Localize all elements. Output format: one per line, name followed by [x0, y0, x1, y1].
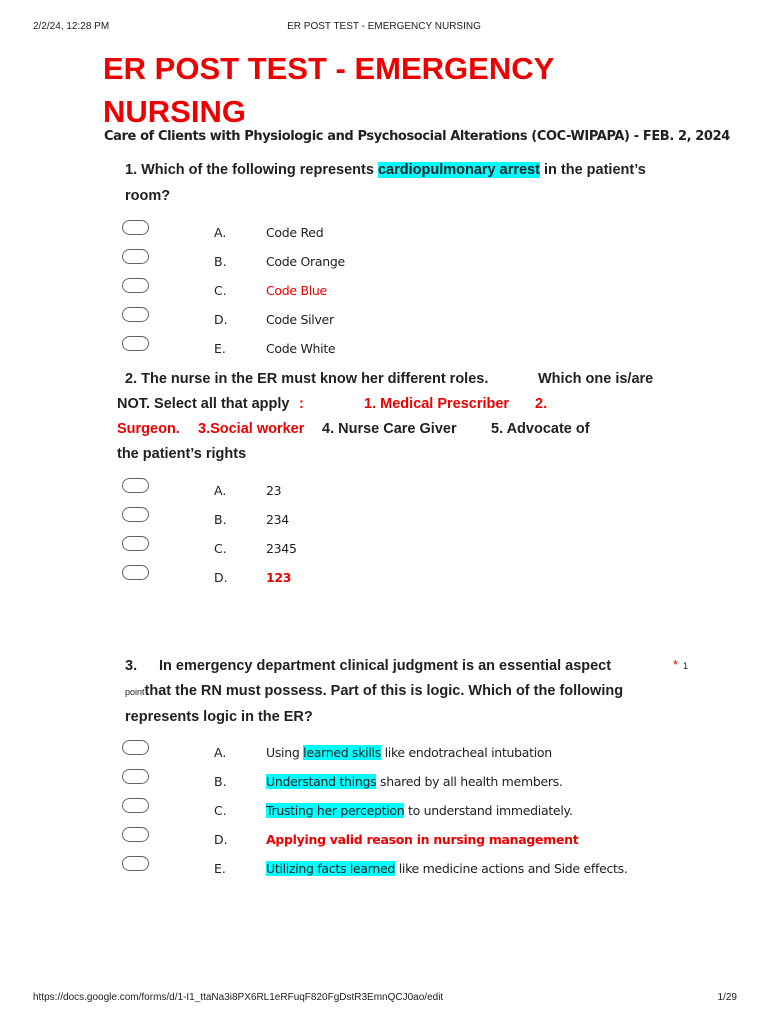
q2-option-a-text: 23	[266, 483, 282, 498]
q2-option-d-text: 123	[266, 570, 292, 585]
q1-option-b-text: Code Orange	[266, 254, 345, 269]
question-2-choice-1: 1. Medical Prescriber	[364, 396, 510, 412]
question-1	[125, 157, 685, 209]
q1-option-e-letter: E.	[214, 341, 226, 356]
q3-option-e-highlight: Utilizing facts learned	[266, 861, 396, 876]
q2-option-d-letter: D.	[214, 570, 228, 585]
q3-option-c-text: Trusting her perception to understand immediately.	[266, 803, 573, 818]
question-1-text: 1. Which of the following represents	[125, 162, 378, 178]
question-3-points-word: point	[125, 687, 145, 697]
q2-option-b-radio[interactable]	[122, 507, 149, 522]
form-subtitle: Care of Clients with Physiologic and Psychosocial Alterations (COC-WIPAPA) - FEB. 2, 2024	[104, 129, 730, 144]
q3-option-e-letter: E.	[214, 861, 226, 876]
question-3-line3: represents logic in the ER?	[125, 709, 313, 725]
q2-option-b-text: 234	[266, 512, 289, 527]
q1-option-b-radio[interactable]	[122, 249, 149, 264]
print-doc-title: ER POST TEST - EMERGENCY NURSING	[287, 21, 481, 32]
q3-option-c-radio[interactable]	[122, 798, 149, 813]
q2-option-b-letter: B.	[214, 512, 227, 527]
q1-option-e-text: Code White	[266, 341, 336, 356]
question-2-line1-end: Which one is/are	[538, 371, 654, 387]
print-datetime: 2/2/24, 12:28 PM	[33, 21, 110, 32]
question-3-line1: In emergency department clinical judgment is an essential aspect	[159, 658, 612, 674]
q1-option-c-radio[interactable]	[122, 278, 149, 293]
required-asterisk: *	[673, 657, 679, 672]
q1-option-d-radio[interactable]	[122, 307, 149, 322]
question-3-number: 3.	[125, 658, 138, 674]
q2-option-a-radio[interactable]	[122, 478, 149, 493]
print-url: https://docs.google.com/forms/d/1-I1_ttaNa3i8PX6RL1eRFuqF820FgDstR3EmnQCJ0ao/edit	[33, 992, 444, 1003]
q1-option-e-radio[interactable]	[122, 336, 149, 351]
question-2-line4: the patient’s rights	[117, 446, 247, 462]
q2-option-d-radio[interactable]	[122, 565, 149, 580]
question-2-choice-3: 3.Social worker	[198, 421, 305, 437]
question-1-text-end: in the patient’s	[539, 162, 646, 178]
print-page-number: 1/29	[717, 992, 737, 1003]
q1-option-a-radio[interactable]	[122, 220, 149, 235]
q1-option-a-letter: A.	[214, 225, 227, 240]
q2-option-c-letter: C.	[214, 541, 227, 556]
q2-option-c-radio[interactable]	[122, 536, 149, 551]
q3-option-d-letter: D.	[214, 832, 228, 847]
q3-option-a-letter: A.	[214, 745, 227, 760]
question-2-line1: 2. The nurse in the ER must know her different roles.	[125, 371, 489, 387]
q2-option-c-text: 2345	[266, 541, 297, 556]
question-1-highlight: cardiopulmonary arrest	[377, 162, 540, 178]
q3-option-b-radio[interactable]	[122, 769, 149, 784]
q1-option-c-letter: C.	[214, 283, 227, 298]
q3-option-b-letter: B.	[214, 774, 227, 789]
q2-option-a-letter: A.	[214, 483, 227, 498]
q3-option-b-highlight: Understand things	[266, 774, 377, 789]
q3-option-e-radio[interactable]	[122, 856, 149, 871]
q1-option-d-letter: D.	[214, 312, 228, 327]
q3-option-a-text: Using learned skills like endotracheal intubation	[266, 745, 552, 760]
question-3-points-number: 1	[683, 661, 689, 671]
q3-option-d-text: Applying valid reason in nursing management	[266, 832, 579, 847]
question-3-line2	[125, 678, 623, 705]
question-2-choice-2: Surgeon.	[117, 421, 180, 437]
question-2-colon: :	[299, 396, 304, 412]
question-1-text-line2: room?	[125, 188, 171, 204]
question-2-choice-4: 4. Nurse Care Giver	[322, 421, 457, 437]
q1-option-a-text: Code Red	[266, 225, 324, 240]
question-2-choice-2-num: 2.	[535, 396, 548, 412]
q3-option-c-letter: C.	[214, 803, 227, 818]
q3-option-d-radio[interactable]	[122, 827, 149, 842]
question-2-choice-5: 5. Advocate of	[491, 421, 590, 437]
form-title: ER POST TEST - EMERGENCY NURSING	[103, 51, 554, 129]
q3-option-e-text: Utilizing facts learned like medicine actions and Side effects.	[266, 861, 628, 876]
question-3-line2-text: that the RN must possess. Part of this is logic. Which of the following	[144, 683, 624, 699]
q1-option-c-text: Code Blue	[266, 283, 327, 298]
q3-option-c-highlight: Trusting her perception	[266, 803, 405, 818]
q1-option-b-letter: B.	[214, 254, 227, 269]
q3-option-a-highlight: learned skills	[303, 745, 381, 760]
q3-option-a-radio[interactable]	[122, 740, 149, 755]
question-2-line2: NOT. Select all that apply	[117, 396, 290, 412]
q3-option-b-text: Understand things shared by all health members.	[266, 774, 563, 789]
q1-option-d-text: Code Silver	[266, 312, 334, 327]
